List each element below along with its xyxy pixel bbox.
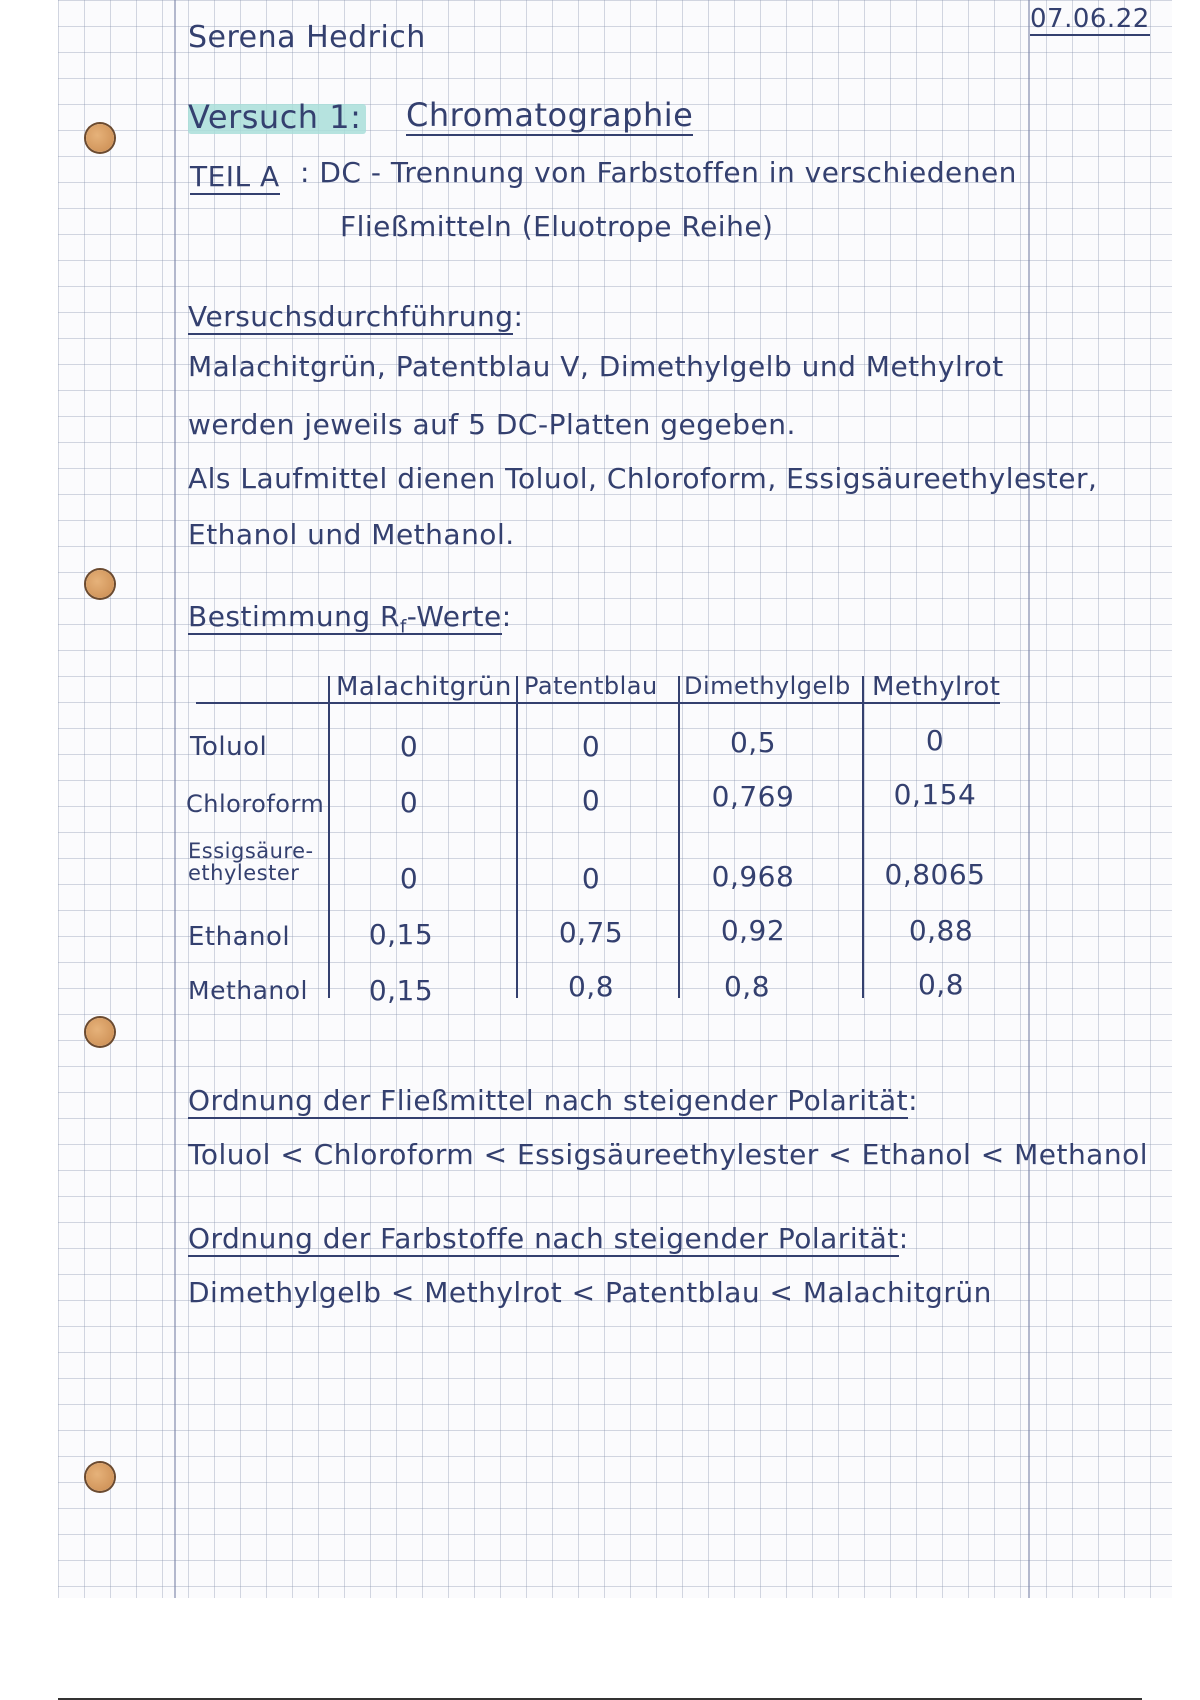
solvent-order-text: Toluol < Chloroform < Essigsäureethylester < Ethanol < Methanol bbox=[188, 1138, 1148, 1171]
column-header: Methylrot bbox=[872, 672, 1001, 702]
row-header: Toluol bbox=[190, 732, 268, 762]
table-column-divider bbox=[678, 676, 680, 998]
row-header-line: ethylester bbox=[188, 861, 300, 885]
table-cell: 0,769 bbox=[711, 780, 795, 813]
solvent-order-heading-suffix: : bbox=[908, 1084, 919, 1117]
punch-hole bbox=[86, 570, 114, 598]
rf-heading-tail: -Werte bbox=[406, 600, 502, 633]
procedure-line: werden jeweils auf 5 DC-Platten gegeben. bbox=[188, 408, 796, 441]
column-header: Dimethylgelb bbox=[684, 672, 851, 700]
dye-order-text: Dimethylgelb < Methylrot < Patentblau < Malachitgrün bbox=[188, 1276, 992, 1309]
procedure-line: Ethanol und Methanol. bbox=[188, 518, 515, 551]
procedure-heading bbox=[188, 300, 523, 333]
experiment-topic: Chromatographie bbox=[406, 96, 694, 134]
date: 07.06.22 bbox=[1030, 4, 1150, 34]
procedure-heading-text: Versuchsdurchführung bbox=[188, 300, 514, 333]
solvent-order-heading-text: Ordnung der Fließmittel nach steigender Polarität bbox=[188, 1084, 909, 1117]
right-margin-line bbox=[1028, 0, 1030, 1598]
row-header bbox=[188, 840, 314, 884]
rf-heading-text bbox=[188, 600, 502, 638]
table-cell: 0,8 bbox=[567, 970, 615, 1003]
part-label: TEIL A bbox=[190, 160, 280, 193]
procedure-line: Als Laufmittel dienen Toluol, Chloroform, Essigsäureethylester, bbox=[188, 462, 1098, 495]
row-header: Chloroform bbox=[186, 790, 325, 818]
rf-heading-main: Bestimmung R bbox=[188, 600, 400, 633]
table-cell: 0,15 bbox=[368, 974, 434, 1007]
table-cell: 0,15 bbox=[368, 918, 434, 951]
procedure-heading-suffix: : bbox=[513, 300, 524, 333]
table-cell: 0 bbox=[581, 862, 601, 895]
punch-hole bbox=[86, 124, 114, 152]
row-header: Methanol bbox=[188, 976, 309, 1005]
author-name: Serena Hedrich bbox=[188, 20, 426, 55]
column-header: Patentblau bbox=[524, 672, 658, 700]
table-cell: 0 bbox=[399, 862, 419, 895]
table-cell: 0,92 bbox=[720, 914, 786, 947]
row-header-line: Essigsäure- bbox=[188, 839, 314, 863]
dye-order-heading bbox=[188, 1222, 909, 1255]
table-cell: 0 bbox=[925, 724, 945, 757]
punch-hole bbox=[86, 1018, 114, 1046]
rf-heading bbox=[188, 600, 512, 638]
table-cell: 0,8 bbox=[723, 970, 771, 1003]
left-margin-line bbox=[174, 0, 176, 1598]
table-cell: 0,8 bbox=[917, 968, 965, 1001]
table-column-divider bbox=[516, 676, 518, 998]
rf-heading-suffix: : bbox=[501, 600, 512, 633]
table-cell: 0,88 bbox=[908, 914, 974, 947]
experiment-label: Versuch 1: bbox=[188, 98, 362, 136]
row-header: Ethanol bbox=[188, 922, 291, 952]
table-cell: 0,5 bbox=[729, 726, 777, 759]
punch-hole bbox=[86, 1463, 114, 1491]
table-cell: 0 bbox=[581, 784, 601, 817]
table-cell: 0 bbox=[399, 786, 419, 819]
rf-heading-sub: f bbox=[399, 616, 407, 638]
solvent-order-heading bbox=[188, 1084, 918, 1117]
table-cell: 0,968 bbox=[711, 860, 795, 893]
table-cell: 0 bbox=[581, 730, 601, 763]
table-cell: 0 bbox=[399, 730, 419, 763]
dye-order-heading-text: Ordnung der Farbstoffe nach steigender Polarität bbox=[188, 1222, 899, 1255]
table-cell: 0,75 bbox=[558, 916, 624, 949]
part-title-line2: Fließmitteln (Eluotrope Reihe) bbox=[340, 210, 774, 243]
column-header: Malachitgrün bbox=[336, 672, 512, 702]
procedure-line: Malachitgrün, Patentblau V, Dimethylgelb und Methylrot bbox=[188, 350, 1004, 383]
part-title-line1: : DC - Trennung von Farbstoffen in verschiedenen bbox=[300, 156, 1017, 189]
dye-order-heading-suffix: : bbox=[898, 1222, 909, 1255]
table-cell: 0,154 bbox=[893, 778, 977, 811]
table-cell: 0,8065 bbox=[884, 858, 986, 891]
